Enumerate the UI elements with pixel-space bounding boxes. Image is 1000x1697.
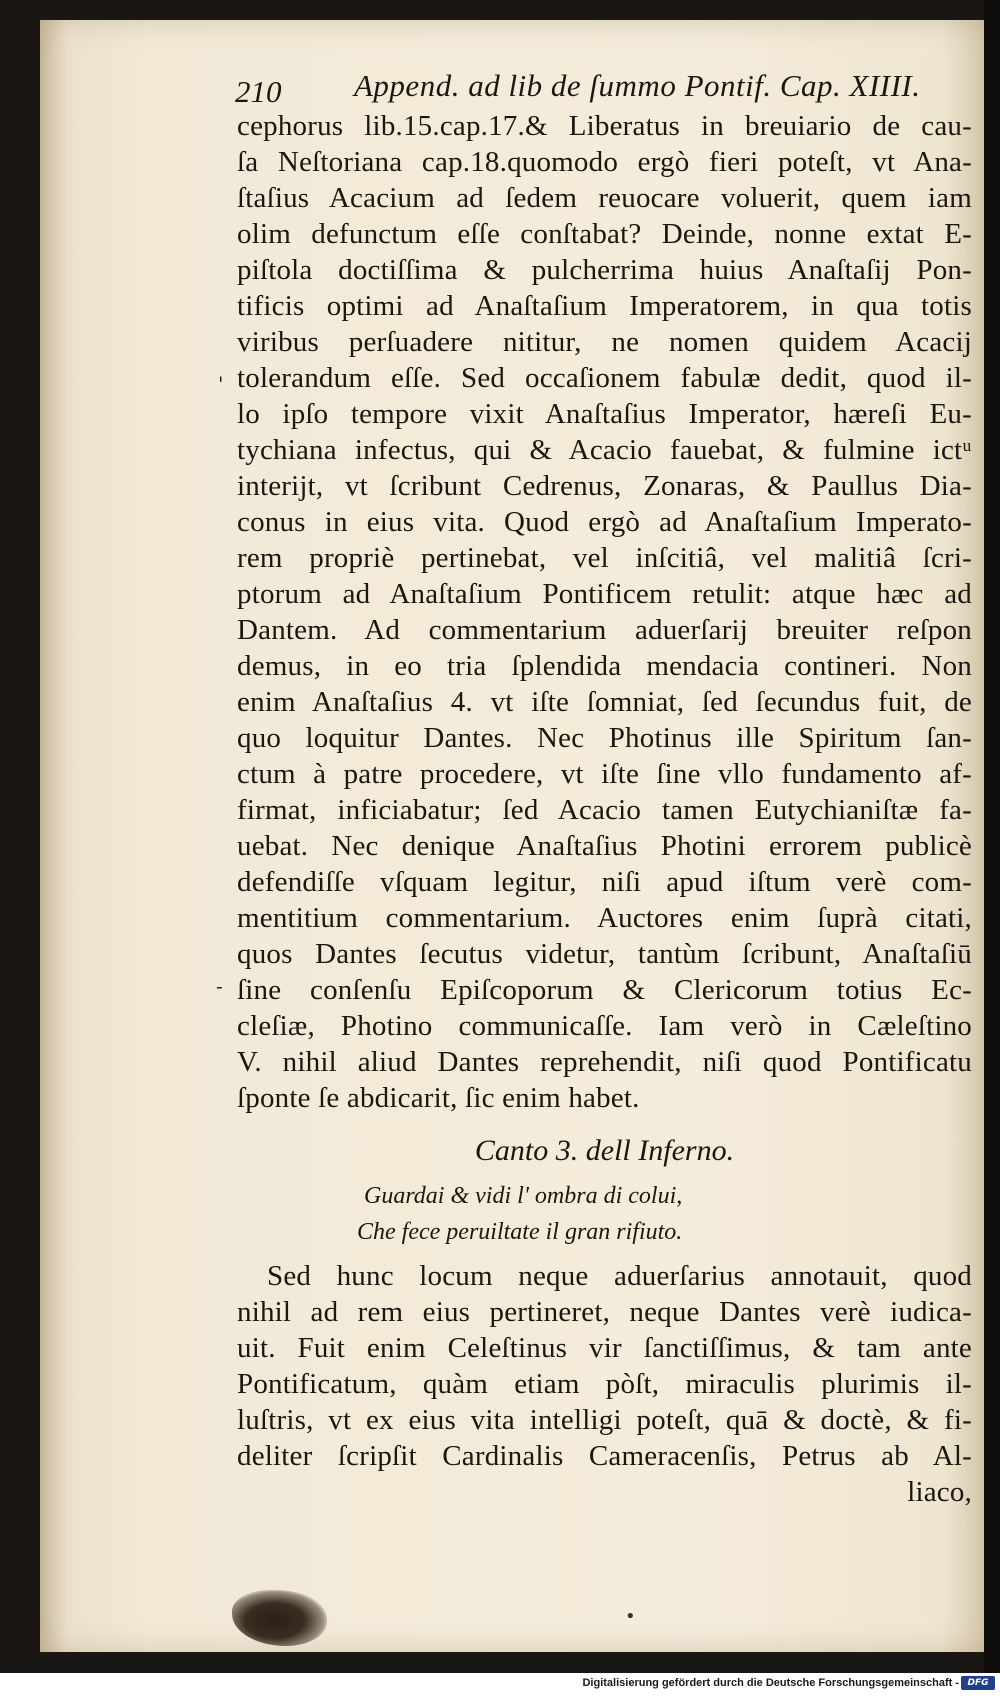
margin-mark-dash: - (216, 974, 223, 998)
text-line: ctum à patre procedere, vt iſte ſine vllo fundamento af- (237, 758, 972, 790)
verse-line: Guardai & vidi l' ombra di colui, (364, 1183, 683, 1209)
verse-quote (237, 1178, 972, 1258)
page-number: 210 (235, 74, 282, 109)
verse-line: Che fece peruiltate il gran rifiuto. (357, 1219, 683, 1245)
text-line: defendiſſe vſquam legitur, niſi apud iſtum verè com- (237, 866, 972, 898)
text-line: piſtola doctiſſima & pulcherrima huius Anaſtaſij Pon- (237, 254, 972, 286)
text-line: cleſiæ, Photino communicaſſe. Iam verò in Cæleſtino (237, 1010, 972, 1042)
text-line: tolerandum eſſe. Sed occaſionem fabulæ dedit, quod il- (237, 362, 972, 394)
text-line: quos Dantes ſecutus videtur, tantùm ſcribunt, Anaſtaſiū (237, 938, 972, 970)
text-line: uebat. Nec denique Anaſtaſius Photini errorem publicè (237, 830, 972, 862)
text-line: lo ipſo tempore vixit Anaſtaſius Imperator, hæreſi Eu- (237, 398, 972, 430)
text-line: ſponte ſe abdicarit, ſic enim habet. (237, 1082, 640, 1114)
body-paragraph-2 (237, 1258, 972, 1510)
text-line: mentitium commentarium. Auctores enim ſuprà citati, (237, 902, 972, 934)
text-line: Pontificatum, quàm etiam pòſt, miraculis plurimis il- (237, 1368, 972, 1400)
text-line: deliter ſcripſit Cardinalis Cameracenſis, Petrus ab Al- (237, 1440, 972, 1472)
dfg-logo-icon: DFG (961, 1676, 995, 1690)
text-line: ſtaſius Acacium ad ſedem reuocare voluerit, quem iam (237, 182, 972, 214)
text-line: olim defunctum eſſe conſtabat? Deinde, nonne extat E- (237, 218, 972, 250)
text-line: cephorus lib.15.cap.17.& Liberatus in breuiario de cau- (237, 110, 972, 142)
text-line: V. nihil aliud Dantes reprehendit, niſi quod Pontificatu (237, 1046, 972, 1078)
funding-credit: Digitalisierung gefördert durch die Deutsche Forschungsgemeinschaft - (582, 1677, 959, 1689)
text-line: ſa Neſtoriana cap.18.quomodo ergò fieri poteſt, vt Ana- (237, 146, 972, 178)
text-line: uit. Fuit enim Celeſtinus vir ſanctiſſimus, & tam ante (237, 1332, 972, 1364)
text-line: viribus perſuadere nititur, ne nomen quidem Acacij (237, 326, 972, 358)
text-line: Dantem. Ad commentarium aduerſarij breuiter reſpon (237, 614, 972, 646)
running-header (237, 56, 972, 108)
text-line: enim Anaſtaſius 4. vt iſte ſomniat, ſed ſecundus fuit, de (237, 686, 972, 718)
page-speck: • (625, 1606, 636, 1627)
text-line: ſine conſenſu Epiſcoporum & Clericorum totius Ec- (237, 974, 972, 1006)
section-title: Canto 3. dell Inferno. (474, 1134, 735, 1167)
text-line: interijt, vt ſcribunt Cedrenus, Zonaras, & Paullus Dia- (237, 470, 972, 502)
page-text (237, 56, 972, 1510)
text-line: firmat, inficiabatur; ſed Acacio tamen Eutychianiſtæ fa- (237, 794, 972, 826)
text-line: ptorum ad Anaſtaſium Pontificem retulit: atque hæc ad (237, 578, 972, 610)
text-line: luſtris, vt ex eius vita intelligi poteſt, quā & doctè, & fi- (237, 1404, 972, 1436)
text-line: demus, in eo tria ſplendida mendacia contineri. Non (237, 650, 972, 682)
text-line: rem propriè pertinebat, vel inſcitiâ, vel malitiâ ſcri- (237, 542, 972, 574)
text-line: conus in eius vita. Quod ergò ad Anaſtaſium Imperato- (237, 506, 972, 538)
catchword: liaco, (907, 1476, 972, 1508)
text-line: nihil ad rem eius pertineret, neque Dantes verè iudica- (237, 1296, 972, 1328)
running-title: Append. ad lib de ſummo Pontif. Cap. XIIII. (354, 68, 921, 103)
body-paragraph-1 (237, 108, 972, 1116)
scan-edge (984, 0, 1000, 1697)
text-line: quo loquitur Dantes. Nec Photinus ille Spiritum ſan- (237, 722, 972, 754)
text-line: Sed hunc locum neque aduerſarius annotauit, quod (267, 1260, 972, 1292)
text-line: tificis optimi ad Anaſtaſium Imperatorem, in qua totis (237, 290, 972, 322)
text-line: tychiana infectus, qui & Acacio fauebat, & fulmine ictᵘ (237, 434, 972, 466)
margin-mark-apostrophe: ' (218, 372, 224, 396)
